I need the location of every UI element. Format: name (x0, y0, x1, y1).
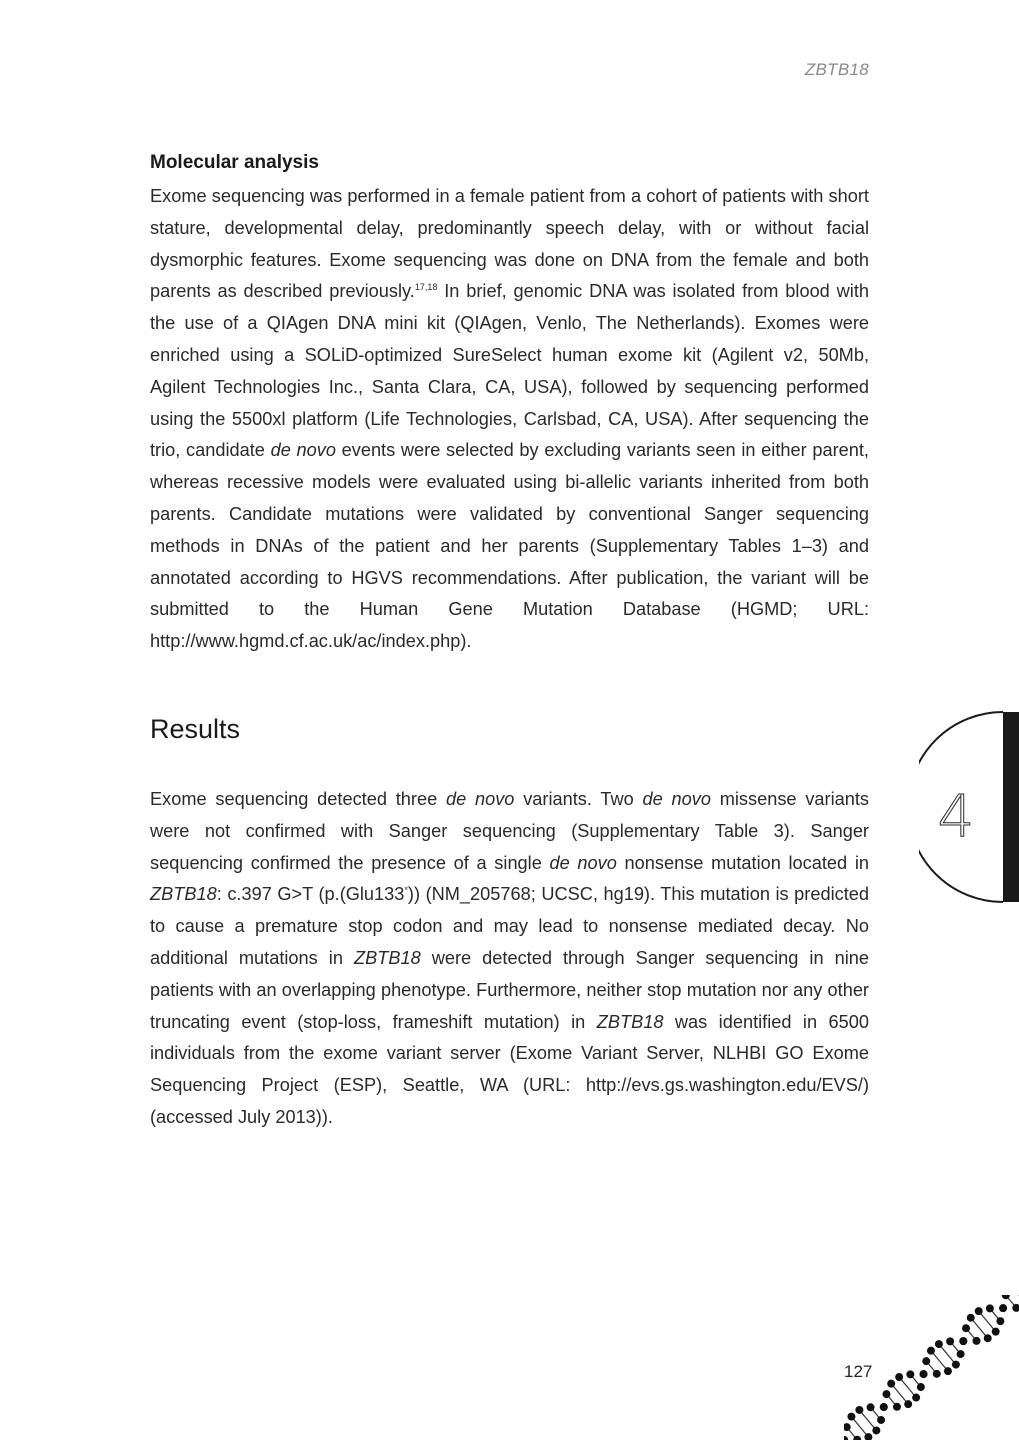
dna-node (904, 1400, 912, 1408)
superscript-ref: * (404, 885, 408, 896)
dna-helix-strands (844, 1295, 1019, 1440)
text-run: )) (NM_205768; UCSC, hg19). This mutation is predicted to cause a premature stop codon and may lead to nonsense mediated decay. No additional mutations in (150, 884, 869, 968)
dna-node (880, 1403, 888, 1411)
dna-node (882, 1390, 890, 1398)
superscript-ref: 17,18 (414, 282, 438, 293)
dna-node (984, 1334, 992, 1342)
dna-node (922, 1357, 930, 1365)
italic-term: ZBTB18 (150, 884, 217, 905)
dna-node (920, 1370, 928, 1378)
chapter-tab-bar (1003, 712, 1019, 902)
italic-term: de novo (445, 789, 515, 809)
dna-node (887, 1380, 895, 1388)
dna-rung (1011, 1295, 1019, 1305)
dna-node (906, 1370, 914, 1378)
dna-node (912, 1394, 920, 1402)
text-run: In brief, genomic DNA was isolated from blood with the use of a QIAgen DNA mini kit (QIAgen, Venlo, The Netherlands). Exomes were enriched using a SOLiD-optimized SureSelect human exome kit (Agilent v2, 50Mb, Agilent Technologies Inc., Santa Clara, CA, USA), followed by sequencing performed using the 5500xl platform (Life Technologies, Carlsbad, CA, USA). After sequencing the trio, candidate (150, 281, 869, 461)
dna-node (877, 1416, 885, 1424)
dna-node (944, 1367, 952, 1375)
dna-node (867, 1403, 875, 1411)
text-run: were detected through Sanger sequencing in nine patients with an overlapping phenotype. Furthermore, neither stop mutation nor any other truncating event (stop-loss, frameshift mutation) in (150, 947, 869, 1032)
dna-node (975, 1307, 983, 1315)
chapter-tab (919, 710, 1019, 904)
chapter-number: 4 (937, 782, 975, 850)
italic-term: de novo (642, 789, 711, 809)
dna-node (959, 1337, 967, 1345)
dna-node (855, 1406, 863, 1414)
italic-term: ZBTB18 (596, 1011, 664, 1032)
section-subheading-molecular-analysis: Molecular analysis (150, 152, 319, 173)
dna-node (992, 1328, 1000, 1336)
dna-node (946, 1337, 954, 1345)
dna-node (952, 1361, 960, 1369)
italic-term: de novo (549, 852, 617, 873)
section-heading-results: Results (150, 714, 241, 744)
dna-node (935, 1340, 943, 1348)
text-run: events were selected by excluding variants seen in either parent, whereas recessive models were evaluated using bi-allelic variants inherited from both parents. Candidate mutations were validated by conventional Sanger sequencing methods in DNAs of the patient and her parents (Supplementary Tables 1–3) and annotated according to HGVS recommendations. After publication, the variant will be submitted to the Human Gene Mutation Database (HGMD; URL: http://www.hgmd.cf.ac.uk/ac/index.php). (150, 440, 869, 652)
dna-node (844, 1436, 848, 1440)
dna-helix-icon (844, 1295, 1019, 1440)
text-run: Exome sequencing was performed in a female patient from a cohort of patients with short stature, developmental delay, predominantly speech delay, with or without facial dysmorphic features. Exome sequencing was done on DNA from the female and both parents as described previously. (150, 186, 869, 302)
dna-node (895, 1373, 903, 1381)
page-number: 127 (844, 1362, 873, 1381)
text-run: missense variants were not confirmed with Sanger sequencing (Supplementary Table 3). Sanger sequencing confirmed the presence of a single (150, 789, 869, 873)
dna-node (927, 1347, 935, 1355)
dna-node (957, 1350, 965, 1358)
results-paragraph (150, 784, 869, 1134)
dna-node (973, 1337, 981, 1345)
dna-node (893, 1403, 901, 1411)
running-header-title: ZBTB18 (804, 60, 869, 79)
dna-node (847, 1413, 855, 1421)
dna-node (872, 1426, 880, 1434)
italic-term: ZBTB18 (353, 947, 421, 968)
italic-term: de novo (270, 440, 336, 461)
dna-node (962, 1324, 970, 1332)
dna-node (999, 1304, 1007, 1312)
dna-node (967, 1314, 975, 1322)
text-run: was identified in 6500 individuals from the exome variant server (Exome Variant Server, NLHBI GO Exome Sequencing Project (ESP), Seattle, WA (URL: http://evs.gs.washington.edu/EVS/) (accessed July 2013)). (150, 1011, 869, 1127)
dna-node (996, 1317, 1004, 1325)
dna-node (986, 1304, 994, 1312)
text-run: nonsense mutation located in (616, 852, 869, 873)
molecular-analysis-paragraph (150, 181, 869, 658)
text-run: variants. Two (514, 789, 643, 809)
dna-node (933, 1370, 941, 1378)
text-run: : c.397 G>T (p.(Glu133 (216, 884, 405, 905)
dna-node (917, 1383, 925, 1391)
text-run: Exome sequencing detected three (150, 789, 446, 809)
